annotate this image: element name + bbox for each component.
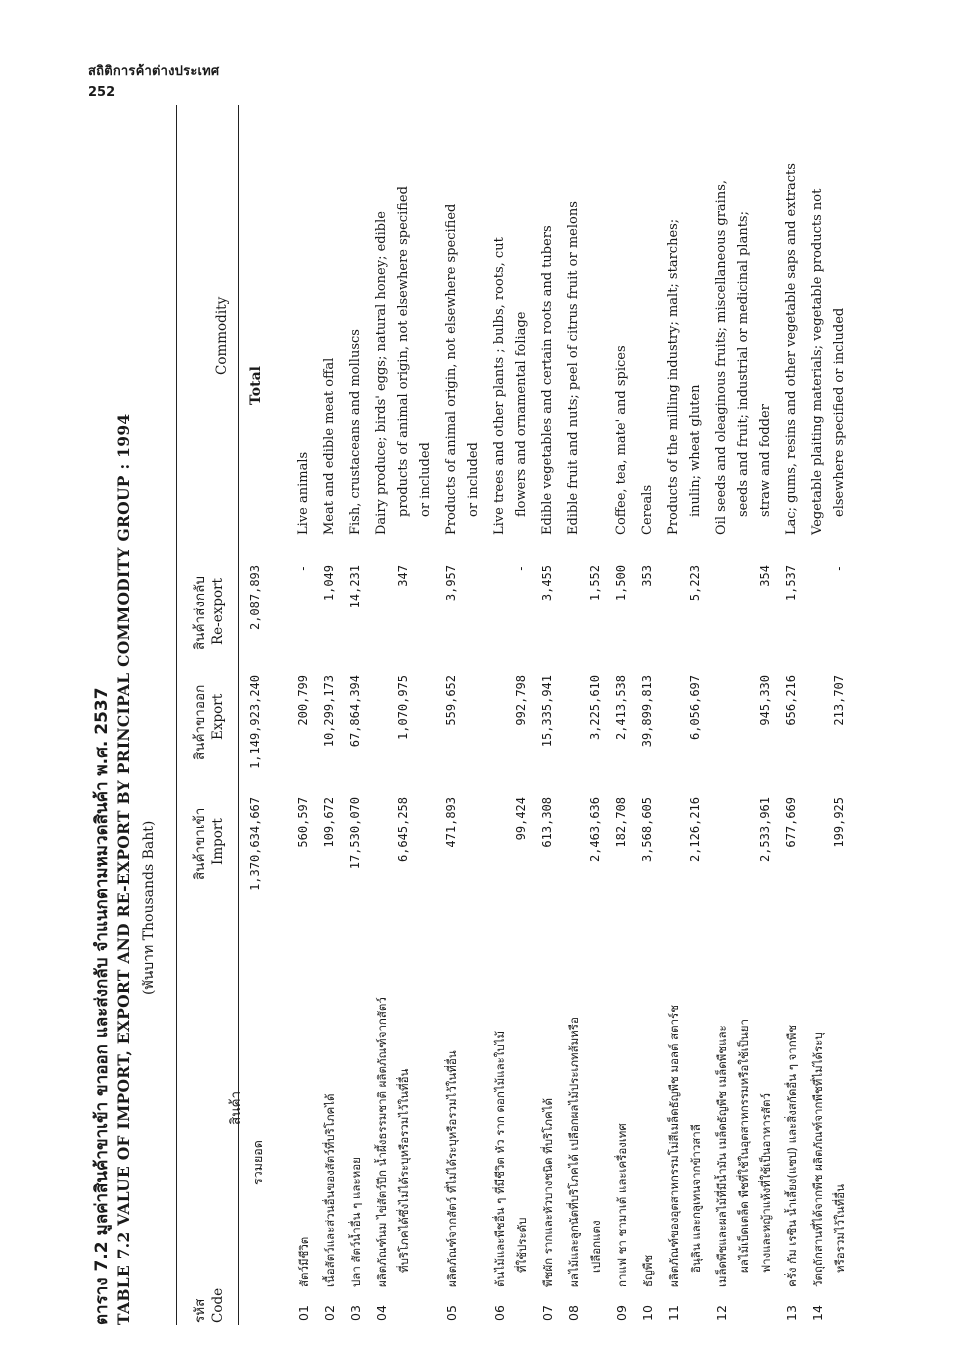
import-header-th: สินค้าขาเข้า [192, 807, 208, 880]
row-commodity-th: ฟางและหญ้าแห้งที่ใช้เป็นอาหารสัตว์ [759, 1093, 773, 1273]
row-commodity-th: หรือรวมไว้ในที่อื่น [833, 1184, 847, 1273]
row-code: 02 [322, 1305, 337, 1321]
table-row [492, 105, 536, 1325]
row-import: 2,463,636 [588, 797, 602, 863]
row-commodity-en: Vegetable plaiting materials; vegetable products not [810, 188, 825, 535]
row-commodity-th: อินุลิน และกลูเทนจากข้าวสาลี [689, 1124, 703, 1273]
export-header-th: สินค้าขาออก [192, 684, 208, 760]
page-header [88, 60, 219, 100]
table-row [810, 105, 854, 1325]
row-export: 559,652 [444, 675, 458, 726]
row-reexport: 1,537 [784, 565, 798, 602]
row-import: 182,708 [614, 797, 628, 848]
row-import: 109,672 [322, 797, 336, 848]
commodity-header-en: Commodity [214, 296, 230, 375]
row-commodity-th: กาแฟ ชา ชามาเต้ และเครื่องเทศ [615, 1123, 629, 1287]
row-import: 6,645,258 [396, 797, 410, 863]
table-row [566, 105, 610, 1325]
row-commodity-en: Cereals [640, 484, 655, 535]
row-export: 15,335,941 [540, 675, 554, 748]
rotated-table-page [88, 105, 848, 1325]
code-header-en: Code [210, 1287, 226, 1323]
row-commodity-th: วัตถุถักสานที่ได้จากพืช ผลิตภัณฑ์จากพืชที่ไม่ได้ระบุ [811, 1032, 825, 1287]
row-commodity-th: ครั่ง กัม เรซิน น้ำเลี้ยง(แซป) และสิ่งสกัดอื่น ๆ จากพืช [785, 1024, 799, 1287]
row-reexport: 3,455 [540, 565, 554, 602]
total-label-en: Total [248, 365, 264, 405]
row-commodity-en: Live animals [296, 451, 311, 535]
row-commodity-en: products of animal origin, not elsewhere specified [396, 186, 411, 517]
row-commodity-en: Edible fruit and nuts; peel of citrus fruit or melons [566, 201, 581, 535]
row-commodity-th: ที่บริโภคได้ซึ่งไม่ได้ระบุหรือรวมไว้ในที่อื่น [397, 1068, 411, 1273]
row-code: 12 [714, 1305, 729, 1321]
row-code: 14 [810, 1305, 825, 1321]
row-commodity-th: ผลิตภัณฑ์นม ไข่สัตว์ปีก น้ำผึ้งธรรมชาติ ผลิตภัณฑ์จากสัตว์ [375, 997, 389, 1287]
row-commodity-en: or included [466, 442, 481, 517]
row-reexport: 14,231 [348, 565, 362, 609]
table-title-english: TABLE 7.2 VALUE OF IMPORT, EXPORT AND RE-EXPORT BY PRINCIPAL COMMODITY GROUP : 1994 [114, 413, 133, 1325]
row-code: 08 [566, 1305, 581, 1321]
row-import: 2,126,216 [688, 797, 702, 863]
table-row [666, 105, 710, 1325]
row-reexport: 1,049 [322, 565, 336, 602]
row-reexport: - [514, 565, 528, 573]
total-export: 1,149,923,240 [248, 675, 262, 769]
row-export: 200,799 [296, 675, 310, 726]
row-import: 471,893 [444, 797, 458, 848]
row-commodity-en: Products of animal origin, not elsewhere specified [444, 203, 459, 535]
row-code: 01 [296, 1305, 311, 1321]
row-commodity-en: Products of the milling industry; malt; starches; [666, 218, 681, 535]
row-commodity-en: Live trees and other plants ; bulbs, roots, cut [492, 237, 507, 535]
row-commodity-en: seeds and fruit; industrial or medicinal plants; [736, 211, 751, 517]
page-number: 252 [88, 85, 116, 100]
row-export: 992,798 [514, 675, 528, 726]
table-row [540, 105, 562, 1325]
row-reexport: - [832, 565, 846, 573]
row-reexport: 354 [758, 565, 772, 587]
code-header-th: รหัส [192, 1298, 208, 1323]
row-commodity-th: เมล็ดพืชและผลไม้ที่มีน้ำมัน เมล็ดธัญพืช เมล็ดพืชและ [715, 1025, 729, 1287]
row-commodity-en: straw and fodder [758, 404, 773, 517]
row-commodity-en: flowers and ornamental foliage [514, 311, 529, 517]
row-commodity-th: ผลไม้เบ็ดเตล็ด พืชที่ใช้ในอุตสาหกรรมหรือใช้เป็นยา [737, 1019, 751, 1273]
row-import: 199,925 [832, 797, 846, 848]
row-reexport: - [296, 565, 310, 573]
row-code: 10 [640, 1305, 655, 1321]
row-code: 05 [444, 1305, 459, 1321]
row-commodity-th: ผลไม้และลูกนัตที่บริโภคได้ เปลือกผลไม้ประเภทส้มหรือ [567, 1017, 581, 1287]
row-export: 213,707 [832, 675, 846, 726]
table-row [640, 105, 662, 1325]
row-export: 6,056,697 [688, 675, 702, 741]
row-commodity-en: Coffee, tea, mate' and spices [614, 345, 629, 535]
table-row [322, 105, 344, 1325]
row-reexport: 5,223 [688, 565, 702, 602]
top-rule [176, 105, 177, 1325]
row-commodity-th: ผลิตภัณฑ์ของอุตสาหกรรมโม่สีเมล็ดธัญพืช มอลต์ สตาร์ช [667, 1004, 681, 1287]
row-commodity-en: or included [418, 442, 433, 517]
row-commodity-th: เนื้อสัตว์และส่วนอื่นของสัตว์ที่บริโภคได้ [323, 1093, 337, 1287]
table-title-thai: ตาราง 7.2 มูลค่าสินค้าขาเข้า ขาออก และส่งกลับ จำแนกตามหมวดสินค้า พ.ศ. 2537 [92, 687, 112, 1325]
row-commodity-th: ปลา สัตว์น้ำอื่น ๆ และหอย [349, 1157, 363, 1287]
total-import: 1,370,634,667 [248, 797, 262, 891]
row-commodity-en: Meat and edible meat offal [322, 357, 337, 535]
row-commodity-th: ที่ใช้ประดับ [515, 1217, 529, 1273]
export-header-en: Export [210, 693, 226, 740]
row-reexport: 347 [396, 565, 410, 587]
row-commodity-th: พืชผัก รากและหัวบางชนิด ที่บริโภคได้ [541, 1098, 555, 1287]
row-commodity-en: Fish, crustaceans and molluscs [348, 329, 363, 535]
row-import: 99,424 [514, 797, 528, 841]
row-commodity-th: เปลือกแตง [589, 1220, 603, 1273]
row-import: 560,597 [296, 797, 310, 848]
table-row [374, 105, 440, 1325]
header-rule [238, 105, 239, 1325]
table-row [296, 105, 318, 1325]
row-code: 03 [348, 1305, 363, 1321]
row-code: 11 [666, 1305, 681, 1321]
row-export: 10,299,173 [322, 675, 336, 748]
row-export: 945,330 [758, 675, 772, 726]
row-export: 1,070,975 [396, 675, 410, 741]
total-reexport: 2,087,893 [248, 565, 262, 631]
row-code: 13 [784, 1305, 799, 1321]
row-export: 67,864,394 [348, 675, 362, 748]
row-commodity-th: ต้นไม้และพืชอื่น ๆ ที่มีชีวิต หัว ราก ดอกไม้และใบไม้ [493, 1030, 507, 1287]
publication-title: สถิติการค้าต่างประเทศ [88, 64, 220, 79]
table-unit: (พันบาท Thousands Baht) [141, 820, 157, 995]
row-commodity-en: elsewhere specified or included [832, 307, 847, 517]
row-code: 07 [540, 1305, 555, 1321]
table-row [714, 105, 780, 1325]
row-commodity-en: Edible vegetables and certain roots and tubers [540, 225, 555, 535]
row-code: 09 [614, 1305, 629, 1321]
row-import: 2,533,961 [758, 797, 772, 863]
row-import: 17,530,070 [348, 797, 362, 870]
reexport-header-en: Re-export [210, 578, 226, 645]
row-export: 656,216 [784, 675, 798, 726]
row-code: 06 [492, 1305, 507, 1321]
table-row [784, 105, 806, 1325]
row-export: 3,225,610 [588, 675, 602, 741]
row-export: 2,413,538 [614, 675, 628, 741]
table-titles [88, 105, 158, 1325]
table-row [348, 105, 370, 1325]
row-commodity-en: Dairy produce; birds' eggs; natural honey; edible [374, 211, 389, 535]
row-commodity-en: Oil seeds and oleaginous fruits; miscellaneous grains, [714, 180, 729, 535]
row-reexport: 3,957 [444, 565, 458, 602]
commodity-header-th: สินค้า [228, 1090, 244, 1125]
row-reexport: 1,552 [588, 565, 602, 602]
row-import: 677,669 [784, 797, 798, 848]
row-commodity-th: ผลิตภัณฑ์จากสัตว์ ที่ไม่ได้ระบุหรือรวมไว้ในที่อื่น [445, 1050, 459, 1287]
reexport-header-th: สินค้าส่งกลับ [192, 576, 208, 650]
row-reexport: 1,500 [614, 565, 628, 602]
row-import: 613,308 [540, 797, 554, 848]
row-commodity-th: สัตว์มีชีวิต [297, 1236, 311, 1287]
row-import: 3,568,605 [640, 797, 654, 863]
row-reexport: 353 [640, 565, 654, 587]
row-commodity-en: inulin; wheat gluten [688, 384, 703, 517]
row-export: 39,899,813 [640, 675, 654, 748]
row-commodity-th: ธัญพืช [641, 1254, 655, 1287]
row-commodity-en: Lac; gums, resins and other vegetable saps and extracts [784, 163, 799, 535]
import-header-en: Import [210, 818, 226, 865]
row-code: 04 [374, 1305, 389, 1321]
table-row [444, 105, 488, 1325]
table-row [614, 105, 636, 1325]
total-label-th: รวมยอด [250, 1140, 265, 1185]
